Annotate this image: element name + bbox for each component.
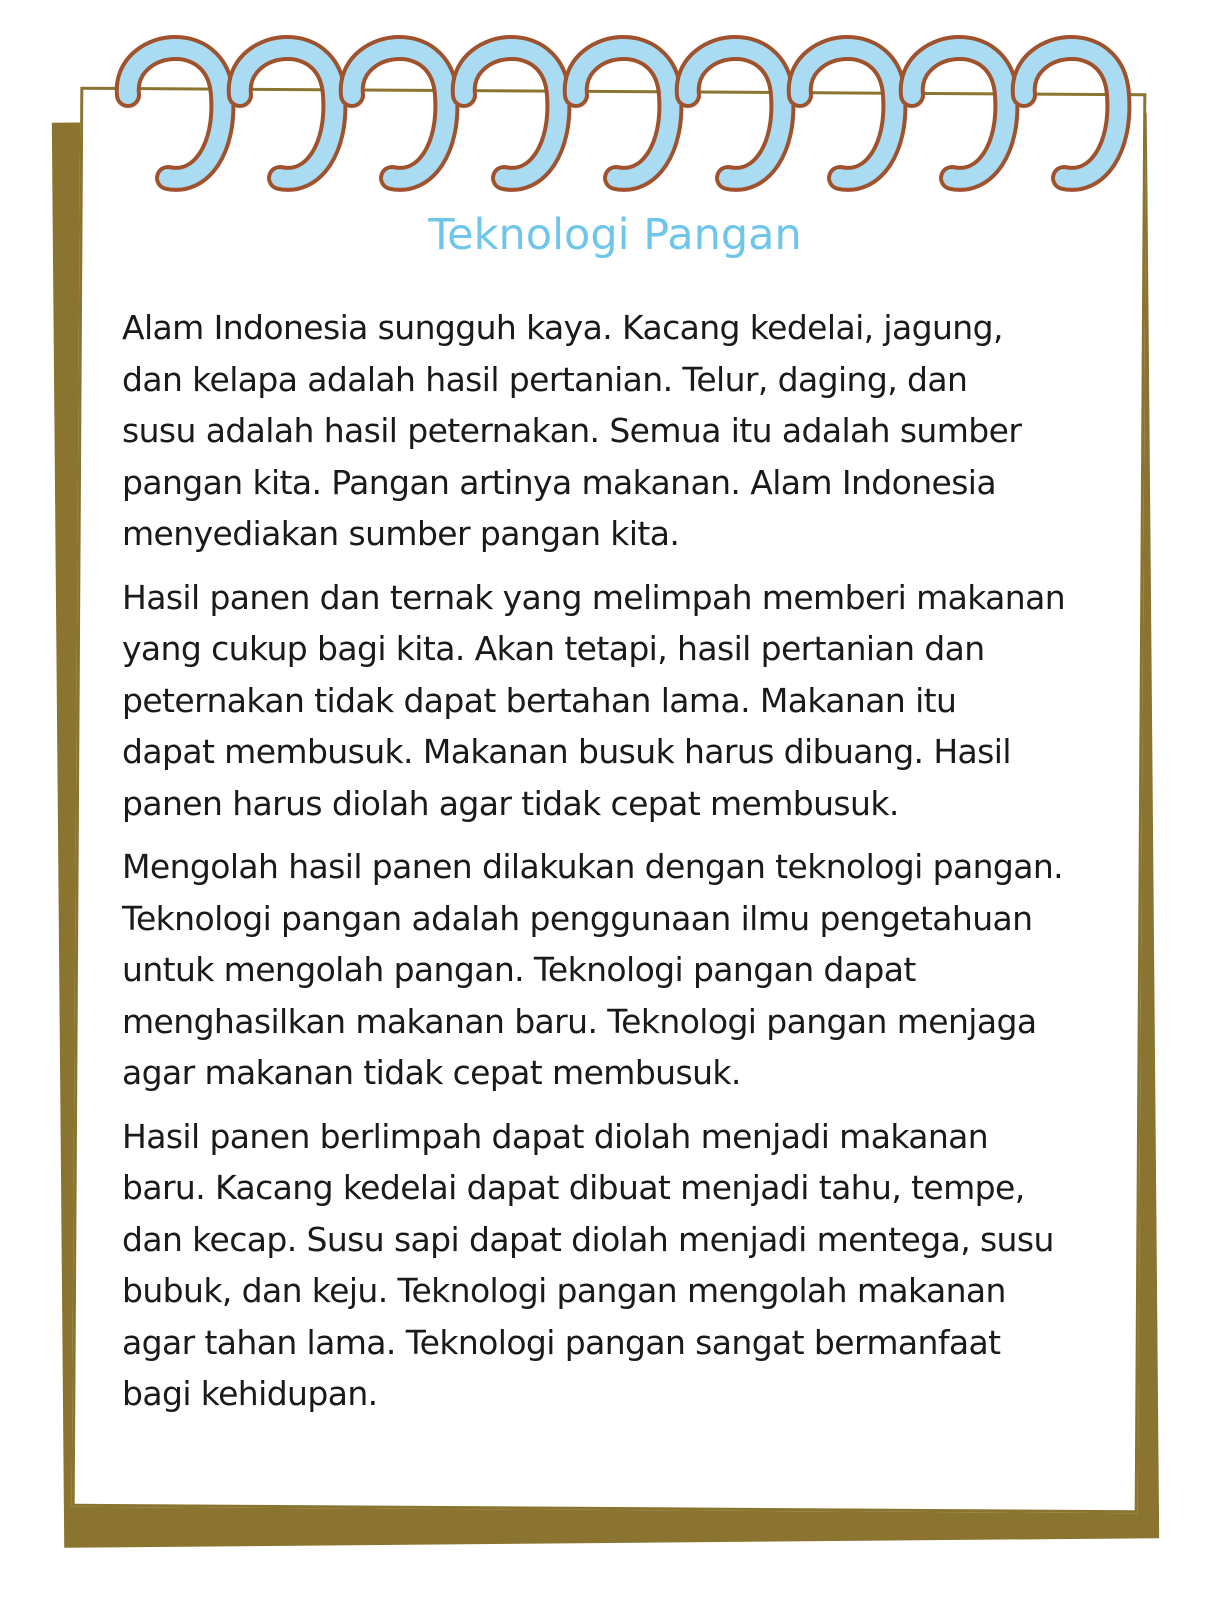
text-line: menyediakan sumber pangan kita.	[122, 514, 680, 553]
page-title: Teknologi Pangan	[428, 210, 802, 260]
text-line: untuk mengolah pangan. Teknologi pangan dapat	[122, 950, 916, 989]
text-line: Mengolah hasil panen dilakukan dengan teknologi pangan.	[122, 847, 1064, 886]
paragraph-4	[122, 1111, 1132, 1420]
spiral-ring	[464, 48, 559, 179]
spiral-ring	[688, 48, 783, 179]
article-body	[122, 302, 1132, 1432]
spiral-ring	[352, 48, 447, 179]
text-line: dapat membusuk. Makanan busuk harus dibuang. Hasil	[122, 732, 1011, 771]
paragraph-3	[122, 841, 1132, 1099]
text-line: susu adalah hasil peternakan. Semua itu adalah sumber	[122, 411, 1022, 450]
text-line: panen harus diolah agar tidak cepat membusuk.	[122, 783, 899, 823]
text-line: peternakan tidak dapat bertahan lama. Makanan itu	[122, 680, 957, 720]
spiral-ring	[576, 48, 671, 179]
spiral-ring	[240, 48, 335, 179]
text-line: Teknologi pangan adalah penggunaan ilmu pengetahuan	[122, 898, 1033, 938]
text-line: dan kecap. Susu sapi dapat diolah menjadi mentega, susu	[122, 1219, 1054, 1259]
text-line: bagi kehidupan.	[122, 1374, 378, 1413]
text-line: menghasilkan makanan baru. Teknologi pangan menjaga	[122, 1001, 1037, 1041]
text-line: Hasil panen berlimpah dapat diolah menjadi makanan	[122, 1116, 989, 1156]
spiral-ring	[912, 48, 1007, 179]
spiral-ring	[800, 48, 895, 179]
text-line: Hasil panen dan ternak yang melimpah memberi makanan	[122, 577, 1066, 617]
text-line: Alam Indonesia sungguh kaya. Kacang kedelai, jagung,	[122, 308, 1003, 347]
spiral-ring	[128, 48, 223, 179]
spiral-binding	[110, 0, 1130, 210]
text-line: dan kelapa adalah hasil pertanian. Telur, daging, dan	[122, 359, 968, 399]
text-line: agar tahan lama. Teknologi pangan sangat bermanfaat	[122, 1322, 1001, 1362]
spiral-ring	[1024, 48, 1119, 179]
paragraph-1	[122, 302, 1132, 560]
text-line: baru. Kacang kedelai dapat dibuat menjadi tahu, tempe,	[122, 1168, 1025, 1207]
text-line: bubuk, dan keju. Teknologi pangan mengolah makanan	[122, 1271, 1006, 1310]
paragraph-2	[122, 572, 1132, 830]
text-line: pangan kita. Pangan artinya makanan. Alam Indonesia	[122, 462, 997, 502]
text-line: agar makanan tidak cepat membusuk.	[122, 1053, 741, 1092]
text-line: yang cukup bagi kita. Akan tetapi, hasil pertanian dan	[122, 629, 985, 668]
